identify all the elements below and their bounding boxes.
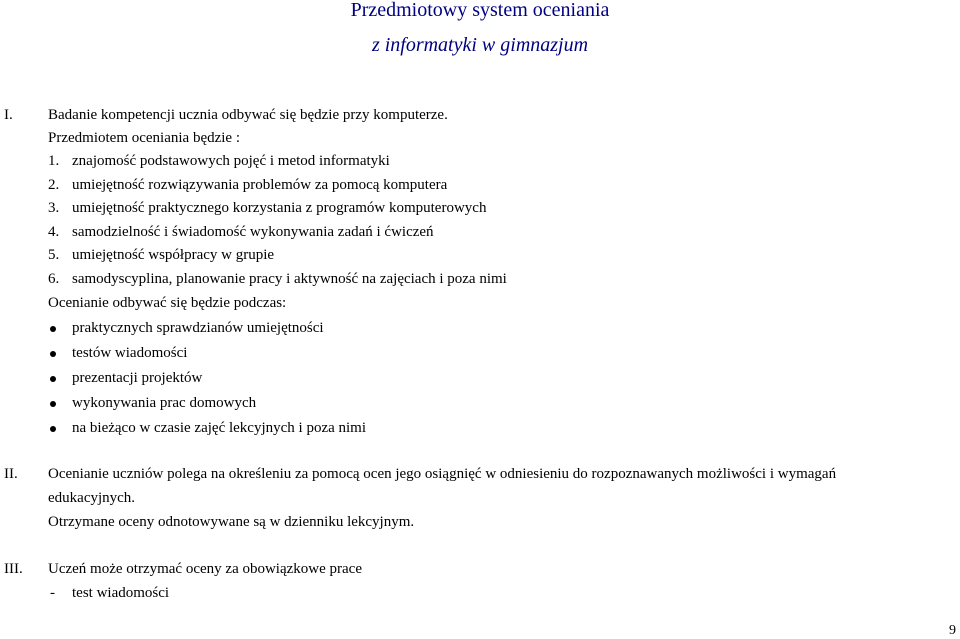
list-item-number: 5. xyxy=(48,247,60,263)
section-numeral: II. xyxy=(4,466,18,482)
list-item: samodzielność i świadomość wykonywania zadań i ćwiczeń xyxy=(72,224,434,240)
list-item: umiejętność współpracy w grupie xyxy=(72,247,275,263)
list-item: umiejętność rozwiązywania problemów za pomocą komputera xyxy=(72,177,448,193)
paragraph-line: Ocenianie uczniów polega na określeniu za pomocą ocen jego osiągnięć w odniesieniu do rozpoznawanych możliwości i wymagań xyxy=(48,466,837,482)
dash-item: test wiadomości xyxy=(72,585,170,601)
list-item-number: 2. xyxy=(48,177,60,193)
paragraph-line: edukacyjnych. xyxy=(48,490,136,506)
forms-intro: Ocenianie odbywać się będzie podczas: xyxy=(48,295,287,311)
section-numeral: III. xyxy=(4,561,23,577)
bullet-icon xyxy=(50,376,56,382)
page-number: 9 xyxy=(949,623,956,638)
paragraph-line: Otrzymane oceny odnotowywane są w dzienniku lekcyjnym. xyxy=(48,514,415,530)
bullet-item: wykonywania prac domowych xyxy=(72,395,257,411)
list-item-number: 3. xyxy=(48,200,60,216)
list-item: umiejętność praktycznego korzystania z programów komputerowych xyxy=(72,200,487,216)
list-item-number: 1. xyxy=(48,153,60,169)
list-item: znajomość podstawowych pojęć i metod informatyki xyxy=(72,153,390,169)
section-numeral: I. xyxy=(4,107,13,123)
bullet-icon xyxy=(50,426,56,432)
list-item: samodyscyplina, planowanie pracy i aktywność na zajęciach i poza nimi xyxy=(72,271,507,287)
bullet-item: praktycznych sprawdzianów umiejętności xyxy=(72,320,324,336)
bullet-item: na bieżąco w czasie zajęć lekcyjnych i poza nimi xyxy=(72,420,367,436)
bullet-item: testów wiadomości xyxy=(72,345,188,361)
bullet-item: prezentacji projektów xyxy=(72,370,203,386)
title-line-2: z informatyki w gimnazjum xyxy=(371,34,589,56)
bullet-icon xyxy=(50,326,56,332)
title-line-1: Przedmiotowy system oceniania xyxy=(350,0,610,21)
paragraph-line: Uczeń może otrzymać oceny za obowiązkowe prace xyxy=(48,561,362,577)
bullet-icon xyxy=(50,401,56,407)
list-item-number: 6. xyxy=(48,271,60,287)
section-intro-1: Badanie kompetencji ucznia odbywać się będzie przy komputerze. xyxy=(48,107,448,123)
section-intro-2: Przedmiotem oceniania będzie : xyxy=(48,130,241,146)
bullet-icon xyxy=(50,351,56,357)
dash-marker: - xyxy=(50,585,55,601)
list-item-number: 4. xyxy=(48,224,60,240)
